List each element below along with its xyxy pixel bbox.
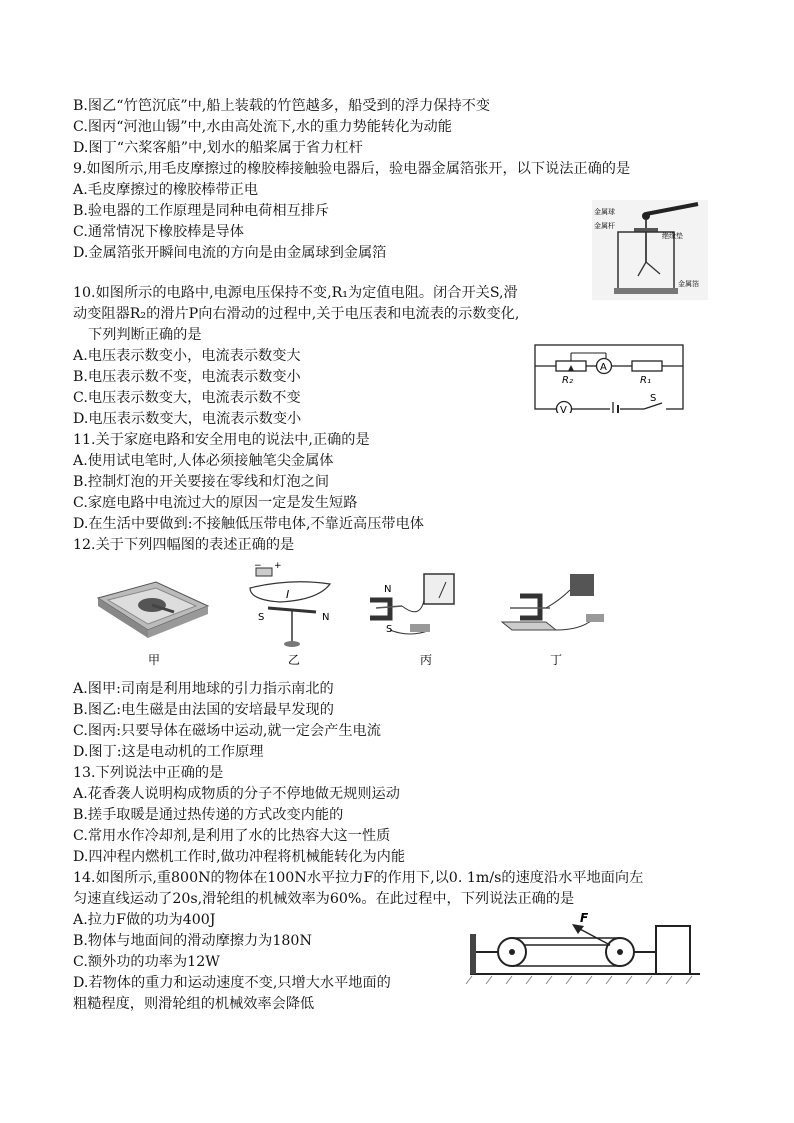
question-13: 13.下列说法中正确的是 xyxy=(73,765,224,781)
label-metal-foil: 金属箔 xyxy=(678,280,699,288)
label-current: I xyxy=(286,588,290,601)
option-10d: D.电压表示数变大，电流表示数变小 xyxy=(73,411,302,427)
label-r1: R₁ xyxy=(640,375,651,386)
option-8b: B.图乙“竹笆沉底”中,船上装载的竹笆越多，船受到的浮力保持不变 xyxy=(73,98,491,114)
option-13b: B.搓手取暖是通过热传递的方式改变内能的 xyxy=(73,807,344,823)
question-12: 12.关于下列四幅图的表述正确的是 xyxy=(73,537,295,553)
option-14b: B.物体与地面间的滑动摩擦力为180N xyxy=(73,933,312,949)
label-metal-rod: 金属杆 xyxy=(594,222,615,230)
option-14a: A.拉力F做的功为400J xyxy=(73,912,216,928)
voltmeter-symbol: V xyxy=(560,405,567,413)
pulley-figure xyxy=(460,912,710,992)
label-minus: − xyxy=(254,561,262,571)
question-14-line1: 14.如图所示,重800N的物体在100N水平拉力F的作用下,以0. 1m/s的速度沿水平地面向左 xyxy=(73,870,644,886)
caption-jia: 甲 xyxy=(148,653,161,667)
label-metal-ball: 金属球 xyxy=(594,208,615,216)
option-8c: C.图丙“河池山锡”中,水由高处流下,水的重力势能转化为动能 xyxy=(73,119,452,135)
question-10-line1: 10.如图所示的电路中,电源电压保持不变,R₁为定值电阻。闭合开关S,滑 xyxy=(73,285,518,301)
option-13d: D.四冲程内燃机工作时,做功冲程将机械能转化为内能 xyxy=(73,849,406,865)
label-n-bing: N xyxy=(384,584,392,595)
label-n-yi: N xyxy=(322,612,330,623)
option-13a: A.花香袭人说明构成物质的分子不停地做无规则运动 xyxy=(73,786,400,802)
question-9: 9.如图所示,用毛皮摩擦过的橡胶棒接触验电器后，验电器金属箔张开，以下说法正确的是 xyxy=(73,161,631,177)
option-12d: D.图丁:这是电动机的工作原理 xyxy=(73,744,264,760)
option-11a: A.使用试电笔时,人体必须接触笔尖金属体 xyxy=(73,453,334,469)
option-9a: A.毛皮摩擦过的橡胶棒带正电 xyxy=(73,182,259,198)
label-force-f: F xyxy=(580,912,589,925)
option-11c: C.家庭电路中电流过大的原因一定是发生短路 xyxy=(73,495,358,511)
option-14d-cont: 粗糙程度，则滑轮组的机械效率会降低 xyxy=(73,996,315,1012)
label-insulator: 绝缘垫 xyxy=(662,232,683,240)
label-s-yi: S xyxy=(258,612,265,623)
option-9d: D.金属箔张开瞬间电流的方向是由金属球到金属箔 xyxy=(73,245,387,261)
caption-bing: 丙 xyxy=(420,653,433,667)
option-9b: B.验电器的工作原理是同种电荷相互排斥 xyxy=(73,203,330,219)
question-10-line3: 下列判断正确的是 xyxy=(88,327,202,343)
option-10c: C.电压表示数变大，电流表示数不变 xyxy=(73,390,301,406)
caption-yi: 乙 xyxy=(288,653,301,667)
circuit-diagram xyxy=(532,341,687,413)
option-14c: C.额外功的功率为12W xyxy=(73,954,220,970)
option-10a: A.电压表示数变小，电流表示数变大 xyxy=(73,348,301,364)
option-14d: D.若物体的重力和运动速度不变,只增大水平地面的 xyxy=(73,975,391,991)
option-12b: B.图乙:电生磁是由法国的安培最早发现的 xyxy=(73,702,334,718)
option-10b: B.电压表示数不变，电流表示数变小 xyxy=(73,369,301,385)
option-12a: A.图甲:司南是利用地球的引力指示南北的 xyxy=(73,681,334,697)
label-plus: + xyxy=(274,561,282,571)
question-14-line2: 匀速直线运动了20s,滑轮组的机械效率为60%。在此过程中，下列说法正确的是 xyxy=(73,891,575,907)
caption-ding: 丁 xyxy=(550,653,563,667)
label-switch: S xyxy=(650,393,657,404)
label-r2: R₂ xyxy=(562,375,573,386)
option-12c: C.图丙:只要导体在磁场中运动,就一定会产生电流 xyxy=(73,723,381,739)
option-9c: C.通常情况下橡胶棒是导体 xyxy=(73,224,244,240)
four-figures-row xyxy=(90,560,650,675)
question-10-line2: 动变阻器R₂的滑片P向右滑动的过程中,关于电压表和电流表的示数变化, xyxy=(73,306,520,322)
option-8d: D.图丁“六桨客船”中,划水的船桨属于省力杠杆 xyxy=(73,140,363,156)
electroscope-figure xyxy=(590,200,710,300)
question-11: 11.关于家庭电路和安全用电的说法中,正确的是 xyxy=(73,432,370,448)
option-13c: C.常用水作冷却剂,是利用了水的比热容大这一性质 xyxy=(73,828,391,844)
label-s-bing: S xyxy=(386,624,393,635)
option-11d: D.在生活中要做到:不接触低压带电体,不靠近高压带电体 xyxy=(73,516,424,532)
ammeter-symbol: A xyxy=(600,362,607,373)
option-11b: B.控制灯泡的开关要接在零线和灯泡之间 xyxy=(73,474,330,490)
